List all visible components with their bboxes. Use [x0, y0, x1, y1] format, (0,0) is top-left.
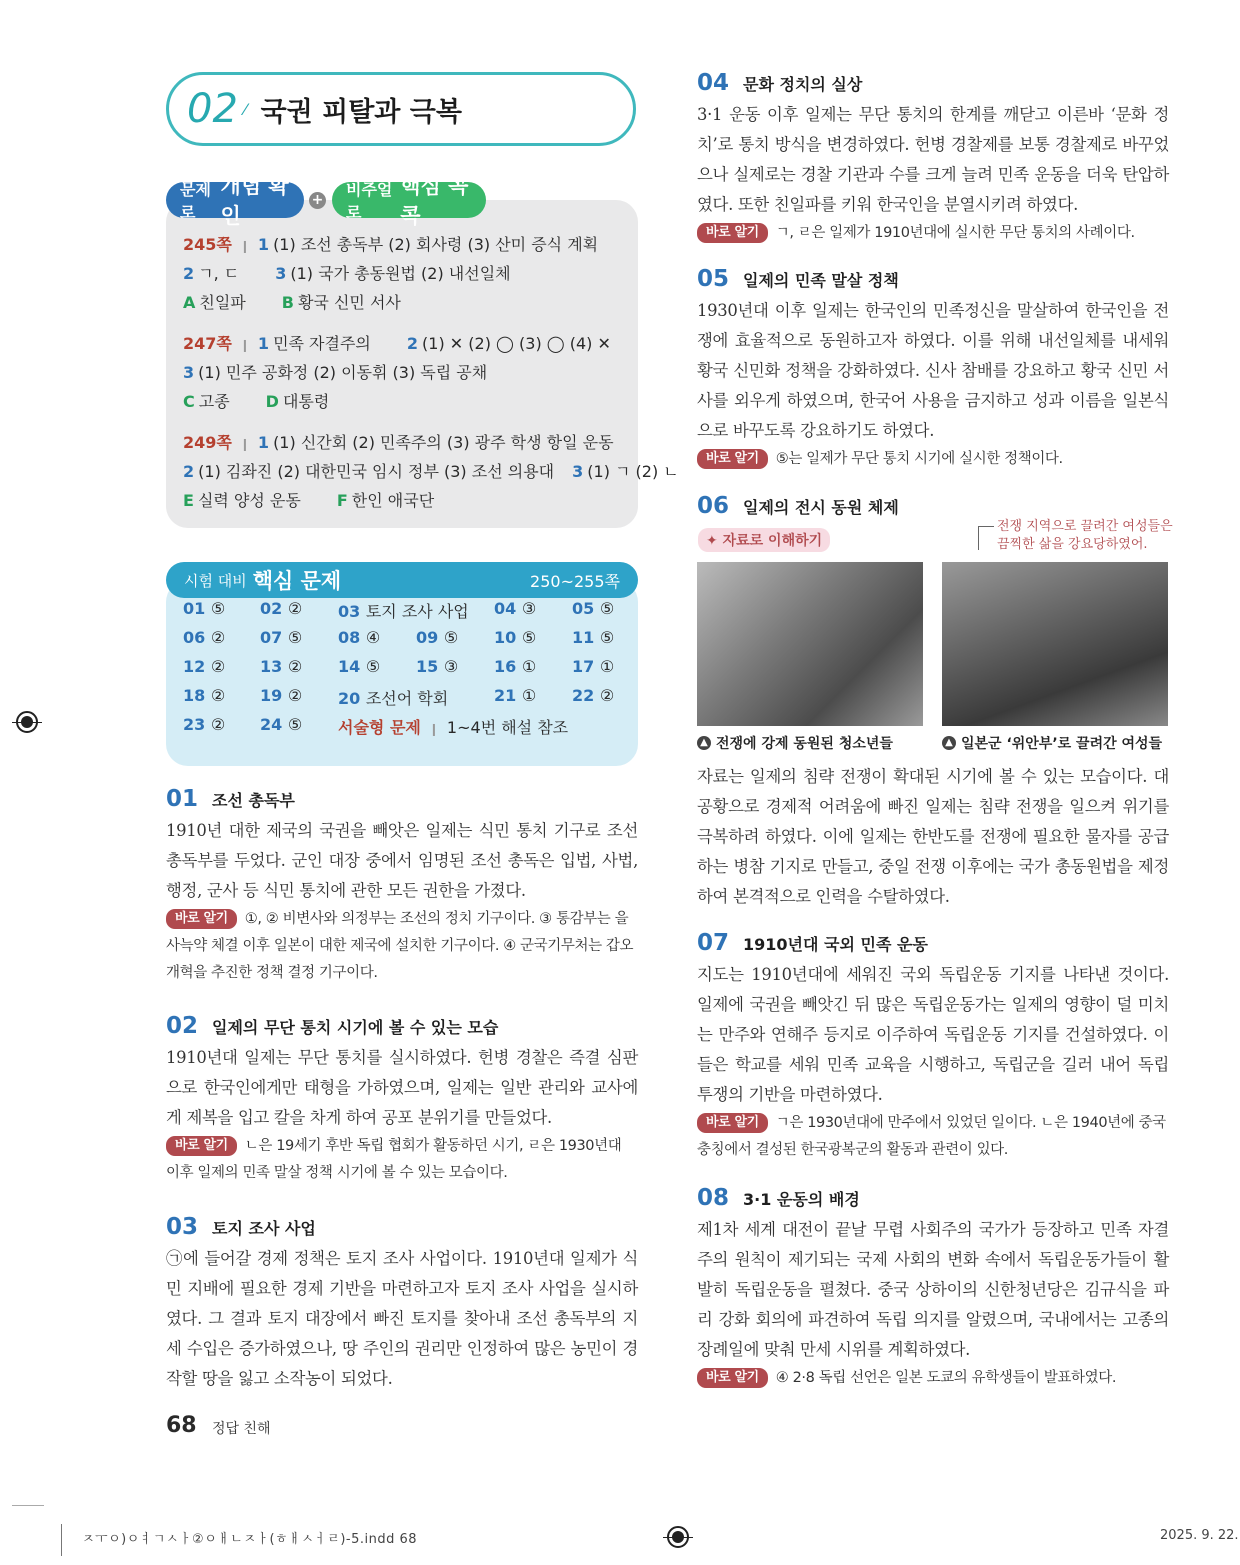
- core-answer-18: 18 ②: [183, 686, 226, 705]
- core-answer-23: 23 ②: [183, 715, 226, 734]
- answer-text: 대통령: [282, 392, 330, 411]
- core-answer-02: 02 ②: [260, 599, 303, 618]
- photo-caption: ▲ 전쟁에 강제 동원된 청소년들: [697, 733, 893, 753]
- photo-note: 전쟁 지역으로 끌려간 여성들은 끔찍한 삶을 강요당하였어.: [997, 519, 1173, 552]
- key-note: 바로 알기 ㄴ은 19세기 후반 독립 협회가 활동하던 시기, ㄹ은 1930년대 이후 일제의 민족 말살 정책 시기에 볼 수 있는 모습이다.: [166, 1138, 622, 1181]
- core-answer-19: 19 ②: [260, 686, 303, 705]
- quick-check-badge: 바로 알기: [697, 223, 768, 243]
- answer-text: 한인 애국단: [351, 491, 435, 510]
- explanation-body: 자료는 일제의 침략 전쟁이 확대된 시기에 볼 수 있는 모습이다. 대공황으로 경제적 어려움에 빠진 일제는 침략 전쟁을 일으켜 위기를 극복하려 하였다. 이에 일제는 한반도를 전쟁에 필요한 물자를 공급하는 병참 기지로 만들고, 중일 전쟁 이후에는 국가 총동원법을 제정하여 본격적으로 인력을 수탈하였다.: [697, 767, 1169, 906]
- explanation-body: 1910년대 일제는 무단 통치를 실시하였다. 헌병 경찰은 즉결 심판으로 한국인에게만 태형을 가하였으며, 일제는 일반 관리와 교사에게 제복을 입고 칼을 차게 하여 공포 분위기를 만들었다.: [166, 1048, 638, 1127]
- page-range: 250~255쪽: [530, 571, 620, 591]
- answer-line: 2 ㄱ, ㄷ 3 (1) 국가 총동원법 (2) 내선일체: [183, 264, 511, 283]
- answer-line: 245쪽 ❙ 1 (1) 조선 총독부 (2) 회사령 (3) 산미 증식 계획: [183, 235, 599, 254]
- key-note: 바로 알기 ①, ② 비변사와 의정부는 조선의 정치 기구이다. ③ 통감부는 을사늑약 체결 이후 일본이 대한 제국에 설치한 기구이다. ④ 군국기무처는 갑오개혁을 추진한 정책 결정 기구이다.: [166, 911, 634, 981]
- key-note: 바로 알기 ㄱ, ㄹ은 일제가 1910년대에 실시한 무단 통치의 사례이다.: [697, 220, 1169, 247]
- note-pointer: [978, 526, 994, 550]
- print-filename: ㅈㅜㅇ)ㅇㅕㄱㅅㅏ②ㅇㅐㄴㅈㅏ(ㅎㅐㅅㅓㄹ)-5.indd 68: [82, 1532, 418, 1547]
- print-date: 2025. 9. 22.: [1160, 1528, 1239, 1543]
- photo-mobilized-youth: [697, 562, 923, 726]
- answer-text: 친일파: [199, 293, 246, 312]
- core-answer-17: 17 ①: [572, 657, 615, 676]
- plus-icon: +: [309, 192, 326, 209]
- answer-text: (1) 김좌진 (2) 대한민국 임시 정부 (3) 조선 의용대: [198, 462, 555, 481]
- chapter-title: 국권 피탈과 극복: [260, 96, 462, 128]
- core-answer-10: 10 ⑤: [494, 628, 537, 647]
- answer-text: 고종: [198, 392, 230, 411]
- key-note: 바로 알기 ⑤는 일제가 무단 통치 시기에 실시한 정책이다.: [697, 446, 1169, 473]
- quick-check-badge: 바로 알기: [697, 1368, 768, 1388]
- core-answer-01: 01 ⑤: [183, 599, 226, 618]
- core-answer-08: 08 ④: [338, 628, 381, 647]
- divider: [61, 1524, 62, 1556]
- answer-text: (1) 신간회 (2) 민족주의 (3) 광주 학생 항일 운동: [273, 433, 614, 452]
- registration-mark-icon: [667, 1526, 689, 1548]
- photo-comfort-women: [942, 562, 1168, 726]
- page-ref: 247쪽: [183, 334, 232, 353]
- core-answer-15: 15 ③: [416, 657, 459, 676]
- page-label: 정답 친해: [212, 1421, 271, 1437]
- arrow-up-icon: ▲: [942, 736, 956, 750]
- answer-text: (1) ㄱ (2) ㄴ: [587, 462, 679, 481]
- answer-text: 황국 신민 서사: [297, 293, 401, 312]
- explanation-body: 1930년대 이후 일제는 한국인의 민족정신을 말살하여 한국인을 전쟁에 효율적으로 동원하고자 하였다. 이를 위해 내선일체를 내세워 황국 신민화 정책을 강화하였다. 신사 참배를 강요하고 황국 신민 서사를 외우게 하였으며, 한국어 사용을 금지하고 성과 이름을 일본식으로 바꾸도록 강요하기도 하였다.: [697, 301, 1169, 440]
- core-answer-06: 06 ②: [183, 628, 226, 647]
- core-answer-09: 09 ⑤: [416, 628, 459, 647]
- core-answer-22: 22 ②: [572, 686, 615, 705]
- core-answer-16: 16 ①: [494, 657, 537, 676]
- divider: [12, 1505, 44, 1506]
- answer-line: 3 (1) 민주 공화정 (2) 이동휘 (3) 독립 공채: [183, 363, 488, 382]
- core-answer-04: 04 ③: [494, 599, 537, 618]
- core-answer-07: 07 ⑤: [260, 628, 303, 647]
- concept-check-pill: 문제로 개념 확인: [166, 182, 304, 218]
- answer-line: C 고종 D 대통령: [183, 392, 330, 411]
- chapter-number: 02: [187, 86, 238, 132]
- core-problems-header: 시험 대비 핵심 문제 250~255쪽: [166, 562, 638, 598]
- explanation-body: 1910년 대한 제국의 국권을 빼앗은 일제는 식민 통치 기구로 조선 총독부를 두었다. 군인 대장 중에서 임명된 조선 총독은 입법, 사법, 행정, 군사 등 식민 통치에 관한 모든 권한을 가졌다.: [166, 821, 638, 900]
- photo-caption: ▲ 일본군 ‘위안부’로 끌려간 여성들: [942, 733, 1162, 753]
- answer-text: ㄱ, ㄷ: [198, 264, 240, 283]
- core-answer-21: 21 ①: [494, 686, 537, 705]
- core-answer-03: 03 토지 조사 사업: [338, 602, 469, 621]
- explanation-body: 지도는 1910년대에 세워진 국외 독립운동 기지를 나타낸 것이다. 일제에 국권을 빼앗긴 뒤 많은 독립운동가는 일제의 영향이 덜 미치는 만주와 연해주 등지로 이주하여 독립운동 기지를 건설하였다. 이들은 학교를 세워 민족 교육을 시행하고, 독립군을 길러 내어 독립 투쟁의 기반을 마련하였다.: [697, 965, 1169, 1104]
- registration-mark-icon: [16, 711, 38, 733]
- core-answer-24: 24 ⑤: [260, 715, 303, 734]
- answer-text: (1) 민주 공화정 (2) 이동휘 (3) 독립 공채: [198, 363, 488, 382]
- core-answers-panel: [166, 580, 638, 766]
- answer-line: 2 (1) 김좌진 (2) 대한민국 임시 정부 (3) 조선 의용대 3 (1) ㄱ (2) ㄴ: [183, 462, 679, 481]
- page-number: 68: [166, 1413, 197, 1438]
- page-ref: 245쪽: [183, 235, 232, 254]
- explanation-03: 03 토지 조사 사업 ㉠에 들어갈 경제 정책은 토지 조사 사업이다. 1910년대 일제가 식민 지배에 필요한 경제 기반을 마련하고자 토지 조사 사업을 실시하였다. 그 결과 토지 대장에서 빠진 토지를 찾아내 조선 총독부의 지세 수입은 증가하였으나, 땅 주인의 권리만 인정하여 많은 농민이 경작할 땅을 잃고 소작농이 되었다.: [166, 1214, 638, 1394]
- chapter-header: [166, 72, 636, 146]
- explanation-02: 02 일제의 무단 통치 시기에 볼 수 있는 모습 1910년대 일제는 무단 통치를 실시하였다. 헌병 경찰은 즉결 심판으로 한국인에게만 태형을 가하였으며, 일제는 일반 관리와 교사에게 제복을 입고 칼을 차게 하여 공포 분위기를 만들었다. 바로 알기 ㄴ은 19세기 후반 독립 협회가 활동하던 시기, ㄹ은 1930년대 이후 일제의 민족 말살 정책 시기에 볼 수 있는 모습이다.: [166, 1013, 638, 1187]
- answer-line: A 친일파 B 황국 신민 서사: [183, 293, 401, 312]
- core-answer-11: 11 ⑤: [572, 628, 615, 647]
- answer-line: 249쪽 ❙ 1 (1) 신간회 (2) 민족주의 (3) 광주 학생 항일 운동: [183, 433, 614, 452]
- explanation-body: 제1차 세계 대전이 끝날 무렵 사회주의 국가가 등장하고 민족 자결주의 원칙이 제기되는 국제 사회의 변화 속에서 독립운동가들이 활발히 독립운동을 펼쳤다. 중국 상하이의 신한청년당은 김규식을 파리 강화 회의에 파견하여 독립 의지를 알렸으며, 국내에서는 고종의 장례일에 맞춰 만세 시위를 계획하였다.: [697, 1220, 1169, 1359]
- source-label: ✦ 자료로 이해하기: [698, 528, 830, 552]
- quick-check-badge: 바로 알기: [166, 909, 237, 929]
- explanation-05: 05 일제의 민족 말살 정책 1930년대 이후 일제는 한국인의 민족정신을 말살하여 한국인을 전쟁에 효율적으로 동원하고자 하였다. 이를 위해 내선일체를 내세워 황국 신민화 정책을 강화하였다. 신사 참배를 강요하고 황국 신민 서사를 외우게 하였으며, 한국어 사용을 금지하고 성과 이름을 일본식으로 바꾸도록 강요하기도 하였다. 바로 알기 ⑤는 일제가 무단 통치 시기에 실시한 정책이다.: [697, 266, 1169, 473]
- page-ref: 249쪽: [183, 433, 232, 452]
- explanation-body: ㉠에 들어갈 경제 정책은 토지 조사 사업이다. 1910년대 일제가 식민 지배에 필요한 경제 기반을 마련하고자 토지 조사 사업을 실시하였다. 그 결과 토지 대장에서 빠진 토지를 찾아내 조선 총독부의 지세 수입은 증가하였으나, 땅 주인의 권리만 인정하여 많은 농민이 경작할 땅을 잃고 소작농이 되었다.: [166, 1249, 638, 1388]
- explanation-01: 01 조선 총독부 1910년 대한 제국의 국권을 빼앗은 일제는 식민 통치 기구로 조선 총독부를 두었다. 군인 대장 중에서 임명된 조선 총독은 입법, 사법, 행정, 군사 등 식민 통치에 관한 모든 권한을 가졌다. 바로 알기 ①, ② 비변사와 의정부는 조선의 정치 기구이다. ③ 통감부는 을사늑약 체결 이후 일본이 대한 제국에 설치한 기구이다. ④ 군국기무처는 갑오개혁을 추진한 정책 결정 기구이다.: [166, 786, 638, 987]
- arrow-up-icon: ▲: [697, 736, 711, 750]
- slash-icon: ⁄: [243, 99, 247, 119]
- explanation-04: 04 문화 정치의 실상 3·1 운동 이후 일제는 무단 통치의 한계를 깨닫고 이른바 ‘문화 정치’로 통치 방식을 변경하였다. 헌병 경찰제를 보통 경찰제로 바꾸었으나 실제로는 경찰 기관과 수를 크게 늘려 민족 운동을 더욱 탄압하였다. 또한 친일파를 키워 한국인을 분열시키려 하였다. 바로 알기 ㄱ, ㄹ은 일제가 1910년대에 실시한 무단 통치의 사례이다.: [697, 70, 1169, 247]
- key-note: 바로 알기 ④ 2·8 독립 선언은 일본 도쿄의 유학생들이 발표하였다.: [697, 1365, 1169, 1392]
- key-note: 바로 알기 ㄱ은 1930년대에 만주에서 있었던 일이다. ㄴ은 1940년에 중국 충칭에서 결성된 한국광복군의 활동과 관련이 있다.: [697, 1115, 1166, 1158]
- core-answer-20: 20 조선어 학회: [338, 689, 449, 708]
- visual-key-pill: 비주얼로 핵심 콕콕: [332, 182, 486, 218]
- answer-text: (1) ✕ (2) ◯ (3) ◯ (4) ✕: [422, 334, 611, 353]
- explanation-06: [697, 762, 1169, 912]
- answer-line: 247쪽 ❙ 1 민족 자결주의 2 (1) ✕ (2) ◯ (3) ◯ (4) ✕: [183, 334, 611, 353]
- answer-line: E 실력 양성 운동 F 한인 애국단: [183, 491, 435, 510]
- quick-check-badge: 바로 알기: [166, 1136, 237, 1156]
- explanation-body: 3·1 운동 이후 일제는 무단 통치의 한계를 깨닫고 이른바 ‘문화 정치’로 통치 방식을 변경하였다. 헌병 경찰제를 보통 경찰제로 바꾸었으나 실제로는 경찰 기관과 수를 크게 늘려 민족 운동을 더욱 탄압하였다. 또한 친일파를 키워 한국인을 분열시키려 하였다.: [697, 105, 1169, 214]
- answer-text: 실력 양성 운동: [197, 491, 301, 510]
- core-answer-05: 05 ⑤: [572, 599, 615, 618]
- core-answer-12: 12 ②: [183, 657, 226, 676]
- core-answer-14: 14 ⑤: [338, 657, 381, 676]
- explanation-08: 08 3·1 운동의 배경 제1차 세계 대전이 끝날 무렵 사회주의 국가가 등장하고 민족 자결주의 원칙이 제기되는 국제 사회의 변화 속에서 독립운동가들이 활발히 독립운동을 펼쳤다. 중국 상하이의 신한청년당은 김규식을 파리 강화 회의에 파견하여 독립 의지를 알렸으며, 국내에서는 고종의 장례일에 맞춰 만세 시위를 계획하였다. 바로 알기 ④ 2·8 독립 선언은 일본 도쿄의 유학생들이 발표하였다.: [697, 1185, 1169, 1392]
- quick-check-badge: 바로 알기: [697, 1113, 768, 1133]
- explanation-06-header: 06 일제의 전시 동원 체제: [697, 493, 899, 519]
- essay-note: 서술형 문제 ❙ 1~4번 해설 참조: [338, 718, 569, 737]
- quick-check-badge: 바로 알기: [697, 449, 768, 469]
- concept-answer-panel: [166, 200, 679, 528]
- core-answer-13: 13 ②: [260, 657, 303, 676]
- answer-text: (1) 조선 총독부 (2) 회사령 (3) 산미 증식 계획: [273, 235, 599, 254]
- answer-text: 민족 자결주의: [273, 334, 371, 353]
- explanation-07: 07 1910년대 국외 민족 운동 지도는 1910년대에 세워진 국외 독립운동 기지를 나타낸 것이다. 일제에 국권을 빼앗긴 뒤 많은 독립운동가는 일제의 영향이 덜 미치는 만주와 연해주 등지로 이주하여 독립운동 기지를 건설하였다. 이들은 학교를 세워 민족 교육을 시행하고, 독립군을 길러 내어 독립 투쟁의 기반을 마련하였다. 바로 알기 ㄱ은 1930년대에 만주에서 있었던 일이다. ㄴ은 1940년에 중국 충칭에서 결성된 한국광복군의 활동과 관련이 있다.: [697, 930, 1169, 1164]
- answer-text: (1) 국가 총동원법 (2) 내선일체: [290, 264, 511, 283]
